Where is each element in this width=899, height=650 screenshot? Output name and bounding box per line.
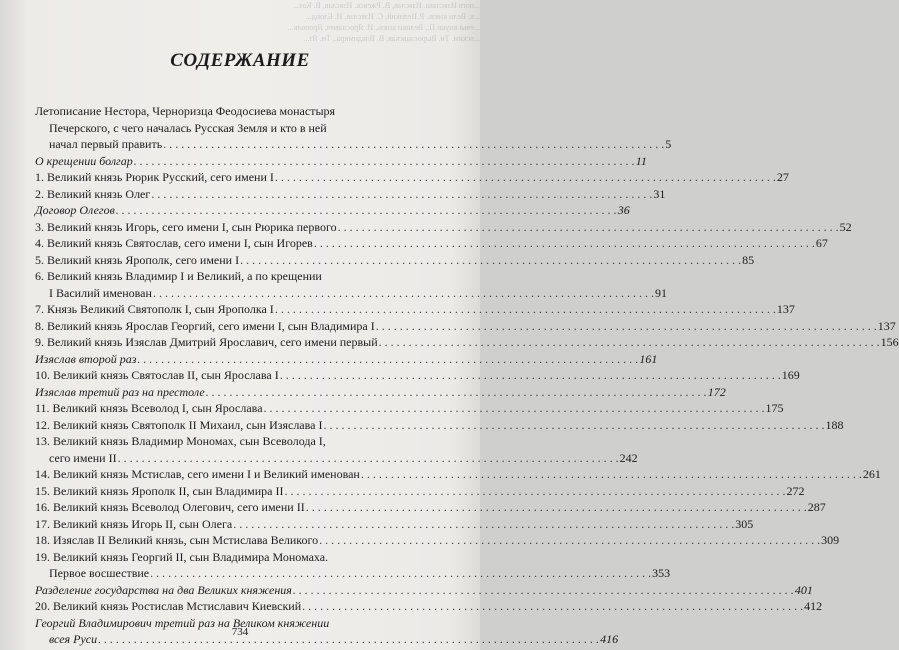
toc-entry-line [35,202,630,219]
toc-page-number: 5 [665,137,672,151]
toc-entry-line [35,219,852,236]
dot-leader [323,417,824,434]
toc-entry [35,153,647,170]
toc-entry-line [35,417,844,434]
toc-entry [35,252,755,269]
toc-entry-line [35,516,754,533]
toc-page-number: 412 [804,599,823,613]
bleed-line: ...ечья внуки П., Велики князь, И. Ярославич, Ярополк... [287,23,480,32]
toc-entry-title: начал первый править [49,137,163,151]
toc-entry-title: всея Руси [49,632,98,646]
toc-entry-title: 9. Великий князь Изяслав Дмитрий Ярославич, сего имени первый [35,335,378,349]
toc-entry-title: 11. Великий князь Всеволод I, сын Ярослава [35,401,263,415]
dot-leader [163,136,664,153]
toc-entry-line [35,400,784,417]
toc-entry-title: 13. Великий князь Владимир Мономах, сын Всеволода I, [35,434,326,448]
toc-entry [35,466,881,483]
dot-leader [153,285,654,302]
toc-page-number: 401 [794,582,813,597]
toc-entry [35,268,667,301]
toc-page-number: 27 [776,170,789,184]
dot-leader [306,499,807,516]
dot-leader [206,384,707,401]
toc-entry [35,532,840,549]
toc-entry-title: 16. Великий князь Всеволод Олегович, сего имени II [35,500,305,514]
dot-leader [293,582,794,599]
dot-leader [264,400,765,417]
toc-entry [35,318,896,335]
toc-entry-line [35,252,755,269]
toc-entry-title: 1. Великий князь Рюрик Русский, сего имени I [35,170,274,184]
bleed-line: ...к. Вели князь. Р. Великий, С. Изяслав, И. Блонд... [305,12,480,21]
dot-leader [361,466,862,483]
dot-leader [151,186,652,203]
dot-leader [280,367,781,384]
toc-entry-line [35,499,826,516]
toc-entry-line [35,450,638,467]
toc-entry [35,367,800,384]
toc-entry [35,499,826,516]
toc-entry-title: 10. Великий князь Святослав II, сын Ярослава I [35,368,279,382]
page-number: 734 [231,626,249,638]
toc-entry [35,483,805,500]
toc-page-number: 242 [619,450,638,465]
dot-leader [319,532,820,549]
toc-entry-title: 17. Великий князь Игорь II, сын Олега [35,516,233,531]
toc-entry [35,516,754,533]
toc-entry-title: Первое восшествие [49,566,150,580]
toc-entry-line [35,169,789,186]
toc-entry [35,301,795,318]
toc-page-number: 175 [765,401,784,415]
toc-entry-line [35,318,896,335]
toc-page-number: 85 [742,252,755,267]
toc-entry [35,549,671,582]
toc-entry [35,417,844,434]
toc-entry-line [35,351,658,368]
dot-leader [338,219,839,236]
dot-leader [137,351,638,368]
toc-page-number: 172 [707,384,726,399]
dot-leader [314,235,815,252]
toc-entry-line [35,301,795,318]
toc-entry-title: 3. Великий князь Игорь, сего имени I, сын Рюрика первого [35,219,337,234]
toc-entry-title: 19. Великий князь Георгий II, сын Владимира Мономаха. [35,549,329,564]
toc-entry-line [35,598,823,615]
dot-leader [233,516,734,533]
toc-page-number: 11 [635,153,647,168]
dot-leader [116,202,617,219]
toc-page-number: 416 [600,632,619,646]
toc-entry-title: Изяслав второй раз [35,351,137,366]
toc-entry-title: 7. Князь Великий Святополк I, сын Ярополка I [35,302,274,316]
toc-entry-title: 6. Великий князь Владимир I и Великий, а по крещении [35,269,322,283]
toc-entry [35,219,852,236]
toc-page-number: 161 [639,351,658,366]
dot-leader [150,565,651,582]
toc-entry-line [35,186,666,203]
dot-leader [376,318,877,335]
toc-page-number: 137 [776,302,795,316]
toc-entry [35,169,789,186]
toc-page-number: 353 [652,566,671,580]
dot-leader [302,598,803,615]
toc-entry-title: Георгий Владимирович третий раз на Великом княжении [35,615,330,630]
toc-page-number: 272 [786,483,805,498]
table-of-contents [35,103,899,648]
toc-entry-line [35,334,899,351]
toc-entry-title: Изяслав третий раз на престоле [35,384,205,399]
toc-entry-title: I Василий именован [49,285,152,300]
toc-page-number: 287 [807,500,826,514]
toc-entry-title: Разделение государства на два Великих княжения [35,582,292,597]
toc-entry-line [35,582,813,599]
toc-page-number: 261 [862,467,881,481]
toc-entry-line [35,153,647,170]
toc-page-number: 137 [877,318,896,333]
bleed-line: ...вским. Ти. Вырославская, В. Владимира., Ти. Ят... [303,34,480,43]
toc-entry-title: Летописание Нестора, Черноризца Феодосиева монастыря [35,104,336,118]
dot-leader [118,450,619,467]
toc-page-number: 309 [821,533,840,547]
toc-entry-title: 4. Великий князь Святослав, сего имени I, сын Игорев [35,236,313,250]
toc-entry-line [35,532,840,549]
toc-entry-title: сего имени II [49,450,117,465]
toc-entry-title: 2. Великий князь Олег [35,186,151,201]
toc-entry-line [35,466,881,483]
toc-entry [35,235,828,252]
toc-entry-title: 5. Великий князь Ярополк, сего имени I [35,252,240,267]
toc-page-number: 31 [653,186,666,201]
toc-entry-title: 20. Великий князь Ростислав Мстиславич Киевский [35,599,302,613]
toc-entry-title: 18. Изяслав II Великий князь, сын Мстислава Великого [35,533,319,547]
toc-entry [35,384,726,401]
dot-leader [240,252,741,269]
toc-entry-line [35,367,800,384]
dot-leader [284,483,785,500]
toc-entry-title: 14. Великий князь Мстислав, сего имени I и Великий именован [35,467,360,481]
toc-entry [35,103,672,153]
page-title: СОДЕРЖАНИЕ [170,50,310,71]
bleed-line: ...ного Изяслава. Изяслав, В. Ржевск. Изяслав, В. Кот... [293,1,480,10]
toc-page-number: 67 [815,236,828,250]
toc-entry [35,202,630,219]
toc-entry [35,351,658,368]
toc-entry-line [35,483,805,500]
dot-leader [275,169,776,186]
toc-entry-line [35,384,726,401]
toc-entry-title: 12. Великий князь Святополк II Михаил, сын Изяслава I [35,417,323,432]
toc-entry [35,433,638,466]
toc-page-number: 36 [617,203,630,217]
toc-entry [35,334,899,351]
toc-entry-line [35,565,671,582]
dot-leader [134,153,635,170]
toc-page-number: 52 [839,219,852,234]
toc-entry-title: 8. Великий князь Ярослав Георгий, сего имени I, сын Владимира I [35,318,375,333]
toc-entry [35,186,666,203]
toc-entry-line [35,285,667,302]
toc-entry [35,598,823,615]
toc-entry-title: 15. Великий князь Ярополк II, сын Владимира II [35,483,284,498]
toc-page-number: 91 [654,285,667,300]
toc-entry-title: О крещении болгар [35,153,133,168]
toc-page-number: 188 [825,417,844,432]
dot-leader [275,301,776,318]
toc-entry-line [35,235,828,252]
toc-entry-line [35,136,672,153]
toc-page-number: 305 [735,516,754,531]
toc-page-number: 169 [781,368,800,382]
toc-entry [35,582,813,599]
toc-entry [35,400,784,417]
toc-entry-title: Договор Олегов [35,203,115,217]
dot-leader [379,334,880,351]
toc-entry-title: Печерского, с чего началась Русская Земля и кто в ней [49,120,327,135]
toc-page-number: 156 [880,335,899,349]
